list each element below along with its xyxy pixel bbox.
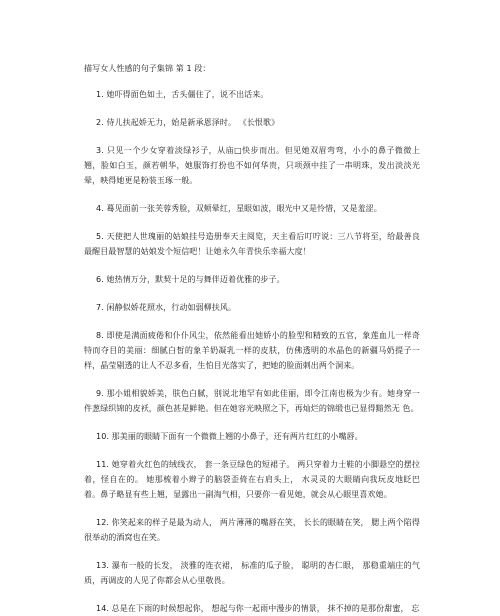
- document-body: [84, 63, 420, 616]
- paragraph-1: 1. 她吓得面色如土，舌头僵住了，说不出话来。: [96, 90, 269, 99]
- paragraph-7: 7. 闲静似娇花照水，行动如弱柳扶风。: [96, 303, 237, 312]
- paragraph-12: 12. 你笑起来的样子是最为动人， 两片薄薄的嘴唇在笑， 长长的眼睛在笑， 腮上两个陷得很举动的酒窝也在笑。: [84, 518, 420, 542]
- paragraph-11: 11. 她穿着火红色的绒线衣， 套一条豆绿色的短裙子。 两只穿着力士鞋的小脚悬空的摆拉着，怪自在的。 她那梳着小辫子的脑袋歪倚在右肩头上， 水灵灵的大眼睛向我玩皮地眨巴着。鼻子略显有些上翘，显露出一副淘气相，只要你一看见她，就会从心眼里喜欢她。: [84, 460, 420, 499]
- paragraph-14: 14. 总是在下雨的时候想起你， 想起与你一起雨中漫步的情景， 抹不掉的是那份甜蜜， 忘: [96, 604, 420, 613]
- paragraph-2: 2. 侍儿扶起娇无力，始是新承恩泽时。 《长恨歌》: [96, 118, 280, 127]
- document-title: 描写女人性感的句子集锦 第 1 段：: [84, 64, 211, 73]
- paragraph-4: 4. 蓦见面前一张芙蓉秀脸，双颊晕红，星眼如波，眼光中又是怜惜，又是羞涩。: [96, 204, 382, 213]
- paragraph-5: 5. 天使把人世瑰丽的姑娘挂号造册奉天主阅览，天主看后叮咛说：三八节将至，给最善良最醒目最智慧的姑娘发个短信吧！让她永久年青快乐幸福大度！: [84, 232, 420, 256]
- paragraph-8: 8. 即使是满面疲倦和仆仆风尘，依然能看出她娇小的脸型和精致的五官，象莲血儿一样奇特而夺目的美丽：细腻白皙的象羊奶凝乳一样的皮肤，仿佛透明的水晶色的新疆马奶提子一样，晶莹剔透的让人不忍多看，生怕目光落实了，把她的脸面刺出两个洞来。: [84, 331, 420, 370]
- paragraph-10: 10. 那美丽的眼睛下面有一个微微上翘的小鼻子，还有两片红红的小嘴唇。: [96, 432, 363, 441]
- paragraph-6: 6. 她热情万分，默契十足的与舞伴迈着优雅的步子。: [96, 275, 285, 284]
- paragraph-9: 9. 那小姐相貌娇美，肤色白腻，别说北地罕有如此佳丽，即令江南也极为少有。她身穿一件葱绿织锦的皮袄，颜色甚是鲜艳。但在她容光映照之下，再灿烂的锦缎也已显得黯然无 色。: [84, 389, 420, 413]
- paragraph-13: 13. 瀑布一般的长发， 淡雅的连衣裙， 标准的瓜子脸， 聪明的杏仁眼， 那稳重端庄的气质，再调皮的人见了你都会从心里敬畏。: [84, 561, 420, 585]
- paragraph-3: 3. 只见一个少女穿着淡绿衫子，从庙□快步而出。但见她双眉弯弯，小小的鼻子微微上翘，脸如白玉，颜若朝华，她服饰打扮也不如何华贵，只项颈中挂了一串明珠，发出淡淡光晕，映得她更是粉装玉琢一般。: [84, 146, 420, 185]
